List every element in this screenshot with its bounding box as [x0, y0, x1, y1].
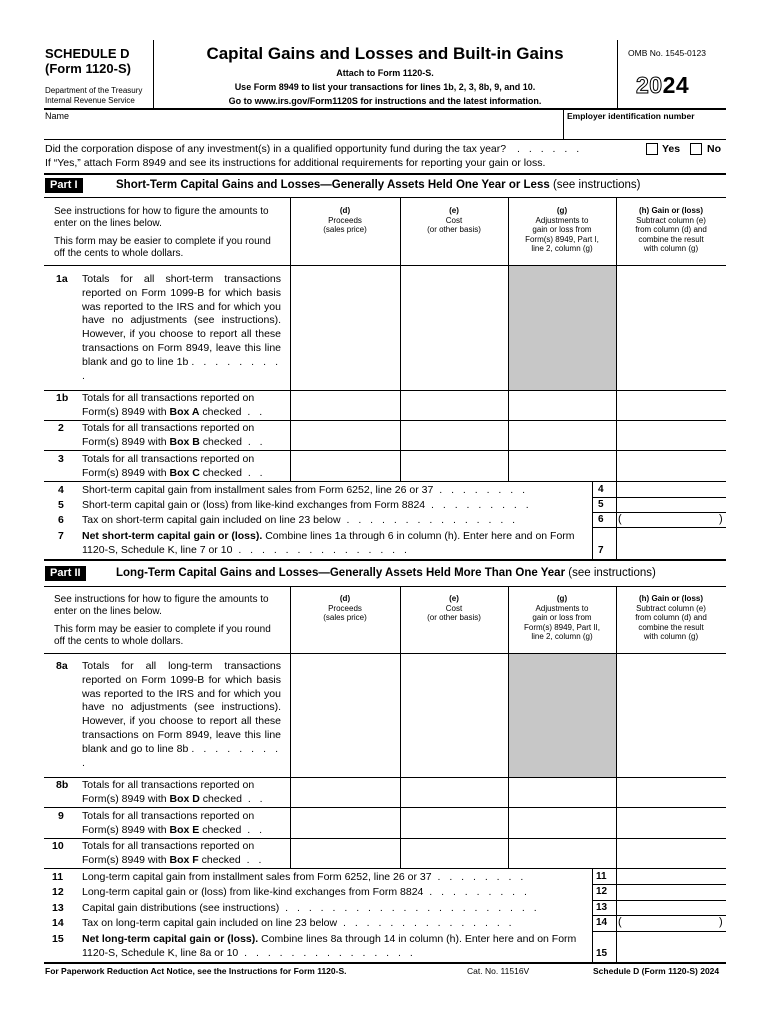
line-3-box: Box C	[169, 466, 200, 479]
col-g-text2: gain or loss from	[532, 225, 592, 234]
line-1b-gain[interactable]	[617, 391, 725, 419]
col-h-text1: Subtract column (e)	[636, 603, 706, 613]
part1-col-h	[616, 206, 726, 254]
footer-form-id: Schedule D (Form 1120-S) 2024	[593, 966, 720, 976]
line-9-box: Box E	[169, 823, 200, 836]
col-e-letter: (e)	[449, 594, 459, 603]
line-2-number: 2	[58, 422, 64, 434]
schedule-title	[45, 46, 131, 76]
footer-cat-number: Cat. No. 11516V	[467, 966, 530, 976]
col-d-letter: (d)	[339, 594, 351, 603]
part1-title-text: Short-Term Capital Gains and Losses—Generally Assets Held One Year or Less	[116, 179, 550, 191]
part2-col-g	[508, 594, 616, 642]
col-g-text2: gain or loss from	[532, 613, 592, 622]
line-1b-adjustments[interactable]	[509, 391, 615, 419]
line-2-cost[interactable]	[401, 421, 507, 449]
line-6-close-paren: )	[719, 513, 723, 525]
line-13-desc: Capital gain distributions (see instructions)	[82, 902, 280, 914]
line-7-amount[interactable]	[617, 528, 725, 559]
qof-no-label: No	[707, 143, 721, 155]
col-d-text2: (sales price)	[323, 225, 367, 234]
line-8b-gain[interactable]	[617, 778, 725, 806]
line-14-box: 14	[596, 917, 608, 928]
line-9-end: checked	[202, 823, 242, 836]
year-suffix: 24	[662, 72, 690, 98]
col-d-text2: (sales price)	[323, 613, 367, 622]
line-8a-cost[interactable]	[401, 654, 507, 776]
line-13-amount[interactable]	[617, 901, 725, 914]
col-d-letter: (d)	[339, 206, 351, 215]
line-12-number: 12	[52, 886, 64, 898]
line-10-text: Totals for all transactions reported on Form(s) 8949 with Box F checked . .	[82, 840, 265, 866]
part2-col-d	[290, 594, 400, 623]
part1-intro	[54, 206, 282, 260]
line-11-desc: Long-term capital gain from installment sales from Form 6252, line 26 or 37	[82, 871, 432, 883]
line-6-amount[interactable]	[624, 513, 718, 526]
line-9-gain[interactable]	[617, 808, 725, 837]
line-4-text: Short-term capital gain from installment sales from Form 6252, line 26 or 37 . . . . . . . .	[82, 484, 529, 496]
part2-col-g-shade-8a	[508, 653, 616, 777]
part2-col-h	[616, 594, 726, 642]
line-1a-desc: Totals for all short-term transactions reported on Form 1099-B for which basis was reported to the IRS and for which you have no adjustments (see instructions). However, if you choose to report all these transactions on Form 8949, leave this line blank and go to line 1b	[82, 273, 281, 368]
col-d-text1: Proceeds	[328, 603, 362, 613]
line-3-proceeds[interactable]	[291, 451, 399, 480]
line-5-box: 5	[598, 499, 604, 510]
col-e-text1: Cost	[445, 215, 463, 225]
col-g-text4: line 2, column (g)	[531, 632, 593, 641]
line-5-amount[interactable]	[617, 498, 725, 511]
line-12-desc: Long-term capital gain or (loss) from like-kind exchanges from Form 8824	[82, 886, 424, 898]
part2-title	[116, 567, 656, 579]
line-4-desc: Short-term capital gain from installment sales from Form 6252, line 26 or 37	[82, 484, 434, 496]
col-h-letter: (h) Gain or (loss)	[639, 206, 703, 215]
line-8b-proceeds[interactable]	[291, 778, 399, 806]
col-h-text2: from column (d) and	[635, 225, 707, 234]
line-1b-proceeds[interactable]	[291, 391, 399, 419]
line-7-number: 7	[58, 530, 64, 542]
line-13-box: 13	[596, 902, 608, 913]
line-9-desc: Totals for all transactions reported on Form(s) 8949 with	[82, 810, 255, 836]
line-9-text: Totals for all transactions reported on Form(s) 8949 with Box E checked . .	[82, 810, 265, 836]
line-11-text: Long-term capital gain from installment sales from Form 6252, line 26 or 37 . . . . . . . .	[82, 871, 527, 883]
part2-title-suffix: (see instructions)	[568, 567, 656, 579]
qof-question	[45, 142, 582, 156]
qof-leader: . . . . . .	[517, 143, 583, 155]
website-instruction: Go to www.irs.gov/Form1120S for instructions and the latest information.	[228, 96, 542, 106]
line-1b-text: Totals for all transactions reported on Form(s) 8949 with Box A checked . .	[82, 392, 266, 418]
col-g-text4: line 2, column (g)	[531, 244, 593, 253]
qof-yes-label: Yes	[662, 143, 681, 155]
col-e-text1: Cost	[445, 603, 463, 613]
line-2-adjustments[interactable]	[509, 421, 615, 449]
line-9-adjustments[interactable]	[509, 808, 615, 837]
line-10-desc: Totals for all transactions reported on Form(s) 8949 with	[82, 840, 255, 866]
ein-label: Employer identification number	[567, 111, 695, 121]
line-12-box: 12	[596, 886, 608, 897]
part1-intro-line1: See instructions for how to figure the amounts to enter on the lines below.	[54, 206, 269, 229]
line-7-text: Net short-term capital gain or (loss). Combine lines 1a through 6 in column (h). Enter here and on Form 1120-S, Schedule K, line 7 or 10 . . . . . . . . . . . . . . .	[82, 530, 575, 556]
line-15-bold: Net long-term capital gain or (loss).	[82, 933, 259, 945]
line-1b-end: checked	[202, 405, 242, 418]
line-14-text: Tax on long-term capital gain included on line 23 below . . . . . . . . . . . . . . .	[82, 917, 515, 929]
department-treasury: Department of the Treasury	[45, 86, 143, 95]
line-6-number: 6	[58, 514, 64, 526]
part2-intro	[54, 594, 282, 648]
schedule-label: SCHEDULE D	[45, 46, 130, 61]
line-2-gain[interactable]	[617, 421, 725, 449]
qof-question-text: Did the corporation dispose of any investment(s) in a qualified opportunity fund during the tax year?	[45, 143, 507, 155]
line-6-desc: Tax on short-term capital gain included on line 23 below	[82, 514, 341, 526]
department-irs: Internal Revenue Service	[45, 96, 135, 105]
ein-field[interactable]	[567, 124, 725, 138]
line-15-desc: Combine lines 8a through 14 in column (h). Enter here and on Form 1120-S, Schedule K, line 8a or 10	[82, 933, 577, 959]
part1-col-g	[508, 206, 616, 254]
part1-col-d	[290, 206, 400, 235]
col-h-text2: from column (d) and	[635, 613, 707, 622]
tax-year	[636, 72, 689, 99]
line-10-gain[interactable]	[617, 839, 725, 867]
qof-yes-checkbox[interactable]	[646, 143, 658, 155]
line-8b-end: checked	[202, 792, 242, 805]
col-g-letter: (g)	[556, 206, 568, 215]
line-9-number: 9	[58, 810, 64, 822]
line-8b-cost[interactable]	[401, 778, 507, 806]
line-8b-number: 8b	[56, 779, 69, 791]
part1-tag: Part I	[45, 178, 83, 193]
line-6-open-paren: (	[618, 513, 622, 525]
line-3-gain[interactable]	[617, 451, 725, 480]
line-13-text: Capital gain distributions (see instructions) . . . . . . . . . . . . . . . . . . . . . .	[82, 902, 540, 914]
line-8b-text: Totals for all transactions reported on Form(s) 8949 with Box D checked . .	[82, 779, 266, 805]
part2-tag: Part II	[45, 566, 86, 581]
part1-col-e	[400, 206, 508, 235]
line-1a-cost[interactable]	[401, 266, 507, 389]
line-3-end: checked	[202, 466, 242, 479]
part1-title	[116, 179, 641, 191]
line-9-cost[interactable]	[401, 808, 507, 837]
line-2-desc: Totals for all transactions reported on Form(s) 8949 with	[82, 422, 255, 448]
line-1b-desc: Totals for all transactions reported on Form(s) 8949 with	[82, 392, 255, 418]
line-14-open-paren: (	[618, 916, 622, 928]
line-7-desc: Combine lines 1a through 6 in column (h). Enter here and on Form 1120-S, Schedule K, line 7 or 10	[82, 530, 575, 556]
line-15-amount[interactable]	[617, 932, 725, 961]
col-e-text2: (or other basis)	[427, 225, 481, 234]
line-4-amount[interactable]	[617, 482, 725, 496]
line-8b-desc: Totals for all transactions reported on Form(s) 8949 with	[82, 779, 255, 805]
col-g-letter: (g)	[556, 594, 568, 603]
line-11-number: 11	[52, 871, 64, 883]
line-2-text: Totals for all transactions reported on Form(s) 8949 with Box B checked . .	[82, 422, 266, 448]
line-9-proceeds[interactable]	[291, 808, 399, 837]
line-8b-adjustments[interactable]	[509, 778, 615, 806]
line-1a-proceeds[interactable]	[291, 266, 399, 389]
line-3-cost[interactable]	[401, 451, 507, 480]
col-g-text1: Adjustments to	[535, 215, 589, 225]
line-3-adjustments[interactable]	[509, 451, 615, 480]
part2-col-e	[400, 594, 508, 623]
line-14-number: 14	[52, 917, 64, 929]
line-3-number: 3	[58, 453, 64, 465]
line-3-text: Totals for all transactions reported on Form(s) 8949 with Box C checked . .	[82, 453, 266, 479]
line-14-desc: Tax on long-term capital gain included on line 23 below	[82, 917, 338, 929]
line-13-number: 13	[52, 902, 64, 914]
line-1b-box: Box A	[169, 405, 200, 418]
part1-intro-line2: This form may be easier to complete if you round off the cents to whole dollars.	[54, 236, 271, 259]
part2-intro-line2: This form may be easier to complete if you round off the cents to whole dollars.	[54, 624, 271, 647]
line-15-text: Net long-term capital gain or (loss). Combine lines 8a through 14 in column (h). Enter here and on Form 1120-S, Schedule K, line 8a or 10 . . . . . . . . . . . . . . .	[82, 933, 577, 959]
col-e-text2: (or other basis)	[427, 613, 481, 622]
line-8a-number: 8a	[56, 660, 68, 672]
name-field[interactable]	[48, 124, 558, 138]
line-1b-number: 1b	[56, 392, 69, 404]
form-main-title: Capital Gains and Losses and Built-in Gains	[206, 44, 564, 63]
line-10-adjustments[interactable]	[509, 839, 615, 867]
line-11-amount[interactable]	[617, 869, 725, 883]
line-4-number: 4	[58, 484, 64, 496]
col-d-text1: Proceeds	[328, 215, 362, 225]
footer-paperwork-notice: For Paperwork Reduction Act Notice, see the Instructions for Form 1120-S.	[45, 966, 347, 976]
line-1a-number: 1a	[56, 273, 68, 285]
line-11-box: 11	[596, 871, 607, 882]
col-h-text4: with column (g)	[643, 244, 699, 253]
col-g-text3: Form(s) 8949, Part II,	[523, 622, 601, 632]
part2-title-text: Long-Term Capital Gains and Losses—Generally Assets Held More Than One Year	[116, 567, 566, 579]
line-1a-text: Totals for all short-term transactions reported on Form 1099-B for which basis was reported to the IRS and for which you have no adjustments (see instructions). However, if you choose to report all these transactions on Form 8949, leave this line blank and go to line 1b . . . . . . . . .	[82, 273, 282, 382]
line-5-text: Short-term capital gain or (loss) from like-kind exchanges from Form 8824 . . . . . . . . .	[82, 499, 532, 511]
col-h-letter: (h) Gain or (loss)	[639, 594, 703, 603]
line-10-end: checked	[201, 853, 241, 866]
line-5-desc: Short-term capital gain or (loss) from like-kind exchanges from Form 8824	[82, 499, 426, 511]
part2-intro-line1: See instructions for how to figure the amounts to enter on the lines below.	[54, 594, 269, 617]
line-5-number: 5	[58, 499, 64, 511]
col-h-text1: Subtract column (e)	[636, 215, 706, 225]
line-8a-proceeds[interactable]	[291, 654, 399, 776]
line-14-close-paren: )	[719, 916, 723, 928]
line-2-end: checked	[202, 435, 242, 448]
line-15-box: 15	[596, 948, 608, 959]
qof-instruction: If “Yes,” attach Form 8949 and see its instructions for additional requirements for reporting your gain or loss.	[45, 157, 546, 169]
line-8a-desc: Totals for all long-term transactions reported on Form 1099-B for which basis was reported to the IRS and for which you have no adjustments (see instructions). However, if you choose to report all these transactions on Form 8949, leave this line blank and go to line 8b	[82, 660, 281, 755]
line-10-number: 10	[52, 840, 64, 852]
line-4-box: 4	[598, 484, 604, 495]
line-8a-text: Totals for all long-term transactions reported on Form 1099-B for which basis was reported to the IRS and for which you have no adjustments (see instructions). However, if you choose to report all these transactions on Form 8949, leave this line blank and go to line 8b . . . . . . . . .	[82, 660, 282, 769]
line-8b-box: Box D	[169, 792, 200, 805]
line-7-bold: Net short-term capital gain or (loss).	[82, 530, 263, 542]
part1-title-suffix: (see instructions)	[552, 179, 641, 191]
line-6-box: 6	[598, 514, 604, 525]
attach-instruction: Attach to Form 1120-S.	[336, 68, 434, 78]
col-h-text3: combine the result	[638, 622, 704, 632]
col-g-text1: Adjustments to	[535, 603, 589, 613]
col-e-letter: (e)	[449, 206, 459, 215]
col-g-text3: Form(s) 8949, Part I,	[525, 234, 599, 244]
line-10-proceeds[interactable]	[291, 839, 399, 867]
line-1b-cost[interactable]	[401, 391, 507, 419]
col-h-text4: with column (g)	[643, 632, 699, 641]
line-12-text: Long-term capital gain or (loss) from like-kind exchanges from Form 8824 . . . . . . . . .	[82, 886, 530, 898]
year-prefix: 20	[636, 72, 663, 98]
form-label: (Form 1120-S)	[45, 61, 131, 76]
omb-number: OMB No. 1545-0123	[628, 48, 706, 58]
line-7-box: 7	[598, 545, 604, 556]
qof-no-checkbox[interactable]	[690, 143, 702, 155]
line-2-proceeds[interactable]	[291, 421, 399, 449]
line-6-text: Tax on short-term capital gain included on line 23 below . . . . . . . . . . . . . . .	[82, 514, 519, 526]
col-h-text3: combine the result	[638, 234, 704, 244]
line-3-desc: Totals for all transactions reported on Form(s) 8949 with	[82, 453, 255, 479]
name-label: Name	[45, 111, 70, 121]
line-15-number: 15	[52, 933, 64, 945]
department	[45, 86, 142, 106]
line-10-box: Box F	[169, 853, 199, 866]
line-1a-gain[interactable]	[617, 266, 725, 389]
line-12-amount[interactable]	[617, 885, 725, 899]
part1-col-g-shade-1a	[508, 265, 616, 390]
line-2-box: Box B	[169, 435, 200, 448]
line-8a-gain[interactable]	[617, 654, 725, 776]
line-14-amount[interactable]	[624, 916, 718, 930]
line-10-cost[interactable]	[401, 839, 507, 867]
form-8949-instruction: Use Form 8949 to list your transactions for lines 1b, 2, 3, 8b, 9, and 10.	[234, 82, 536, 92]
